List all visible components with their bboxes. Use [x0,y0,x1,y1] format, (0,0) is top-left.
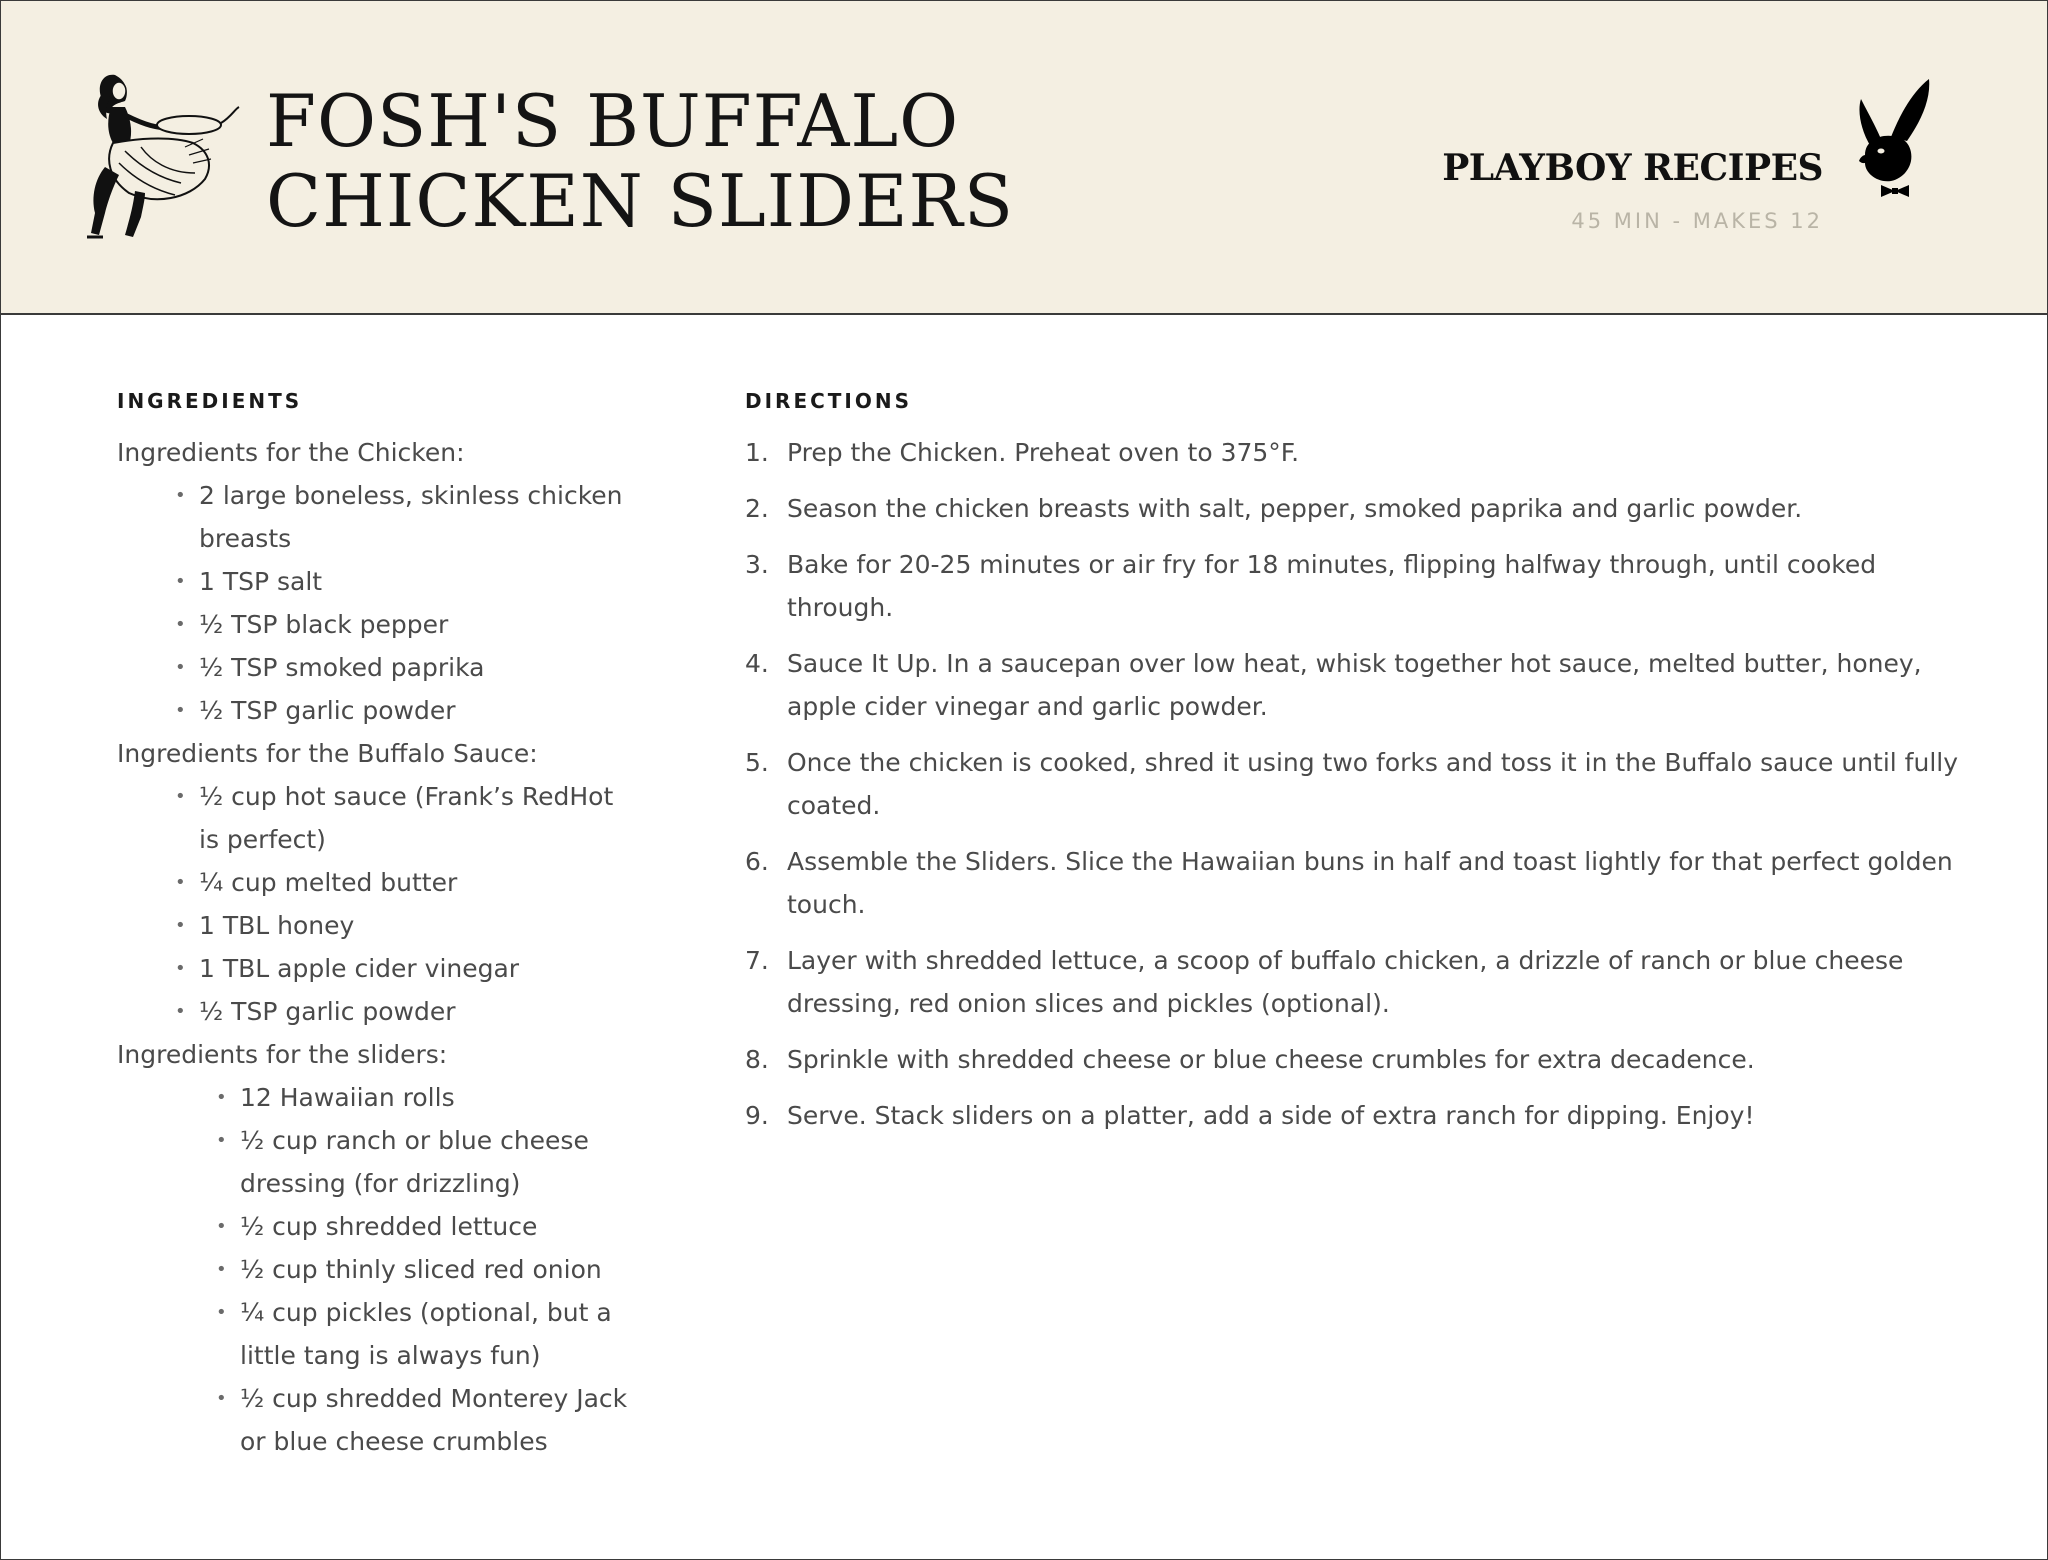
list-item [216,1119,640,1205]
directions-heading: DIRECTIONS [745,389,913,413]
direction-step [745,840,1965,926]
ingredient-group-title: Ingredients for the Chicken: [117,438,465,467]
list-item [175,861,639,904]
list-item [175,646,639,689]
list-item [216,1291,640,1377]
bullet-icon: • [175,571,186,592]
ingredient-group-sauce [117,732,657,1033]
list-item [216,1377,640,1463]
bullet-icon: • [216,1302,227,1323]
ingredients-list [117,431,657,1463]
direction-step [745,939,1965,1025]
step-number: 5. [745,748,769,777]
recipe-title [266,81,1014,241]
ingredient-text: ½ cup hot sauce (Frank’s RedHot is perfect) [199,782,614,854]
list-item [175,689,639,732]
bullet-icon: • [175,958,186,979]
title-line-2: CHICKEN SLIDERS [266,159,1015,243]
direction-step [745,1094,1965,1137]
step-number: 6. [745,847,769,876]
list-item [175,947,639,990]
bullet-icon: • [216,1130,227,1151]
ingredient-text: ¼ cup pickles (optional, but a little tang is always fun) [240,1298,612,1370]
list-item [175,904,639,947]
ingredient-group-sliders [117,1033,657,1463]
step-text: Season the chicken breasts with salt, pepper, smoked paprika and garlic powder. [787,494,1803,523]
bullet-icon: • [175,485,186,506]
bullet-icon: • [175,786,186,807]
step-number: 4. [745,649,769,678]
bullet-icon: • [175,1001,186,1022]
bullet-icon: • [175,872,186,893]
direction-step [745,487,1965,530]
ingredient-group-chicken [117,431,657,732]
step-number: 7. [745,946,769,975]
step-text: Once the chicken is cooked, shred it using two forks and toss it in the Buffalo sauce until fully coated. [787,748,1959,820]
bullet-icon: • [175,915,186,936]
list-item [175,560,639,603]
ingredient-text: ½ cup thinly sliced red onion [240,1255,602,1284]
ingredient-text: ½ TSP smoked paprika [199,653,485,682]
direction-step [745,431,1965,474]
ingredient-text: 2 large boneless, skinless chicken breasts [199,481,623,553]
bullet-icon: • [216,1216,227,1237]
step-number: 3. [745,550,769,579]
list-item [175,775,639,861]
step-text: Layer with shredded lettuce, a scoop of buffalo chicken, a drizzle of ranch or blue cheese dressing, red onion slices and pickles (optional). [787,946,1904,1018]
ingredient-text: ½ cup shredded Monterey Jack or blue cheese crumbles [240,1384,628,1456]
ingredient-group-title: Ingredients for the sliders: [117,1040,448,1069]
step-text: Sauce It Up. In a saucepan over low heat, whisk together hot sauce, melted butter, honey, apple cider vinegar and garlic powder. [787,649,1922,721]
step-number: 8. [745,1045,769,1074]
step-text: Sprinkle with shredded cheese or blue cheese crumbles for extra decadence. [787,1045,1755,1074]
directions-list [745,431,1965,1150]
step-text: Serve. Stack sliders on a platter, add a side of extra ranch for dipping. Enjoy! [787,1101,1755,1130]
dancer-illustration [85,67,241,243]
ingredient-text: 12 Hawaiian rolls [240,1083,455,1112]
bullet-icon: • [175,700,186,721]
ingredient-text: ½ TSP garlic powder [199,696,456,725]
step-text: Assemble the Sliders. Slice the Hawaiian buns in half and toast lightly for that perfect golden touch. [787,847,1953,919]
list-item [175,990,639,1033]
step-text: Prep the Chicken. Preheat oven to 375°F. [787,438,1300,467]
bullet-icon: • [175,657,186,678]
recipe-meta: 45 MIN - MAKES 12 [1571,209,1823,233]
ingredient-text: 1 TBL honey [199,911,355,940]
ingredient-text: ¼ cup melted butter [199,868,458,897]
step-text: Bake for 20-25 minutes or air fry for 18 minutes, flipping halfway through, until cooked through. [787,550,1877,622]
direction-step [745,741,1965,827]
brand-name: PLAYBOY RECIPES [1442,147,1823,189]
ingredients-heading: INGREDIENTS [117,389,303,413]
list-item [216,1076,640,1119]
ingredient-group-title: Ingredients for the Buffalo Sauce: [117,739,538,768]
ingredient-text: ½ cup ranch or blue cheese dressing (for drizzling) [240,1126,589,1198]
bunny-logo-icon [1851,77,1935,197]
bullet-icon: • [216,1259,227,1280]
ingredient-text: ½ TSP black pepper [199,610,449,639]
title-line-1: FOSH'S BUFFALO [266,79,960,163]
step-number: 2. [745,494,769,523]
ingredient-text: 1 TBL apple cider vinegar [199,954,520,983]
ingredient-text: ½ cup shredded lettuce [240,1212,538,1241]
bullet-icon: • [216,1087,227,1108]
step-number: 1. [745,438,769,467]
direction-step [745,543,1965,629]
list-item [175,603,639,646]
recipe-header [1,1,2047,315]
list-item [175,474,639,560]
ingredient-text: ½ TSP garlic powder [199,997,456,1026]
direction-step [745,642,1965,728]
step-number: 9. [745,1101,769,1130]
ingredient-text: 1 TSP salt [199,567,323,596]
bullet-icon: • [216,1388,227,1409]
list-item [216,1205,640,1248]
bullet-icon: • [175,614,186,635]
direction-step [745,1038,1965,1081]
list-item [216,1248,640,1291]
